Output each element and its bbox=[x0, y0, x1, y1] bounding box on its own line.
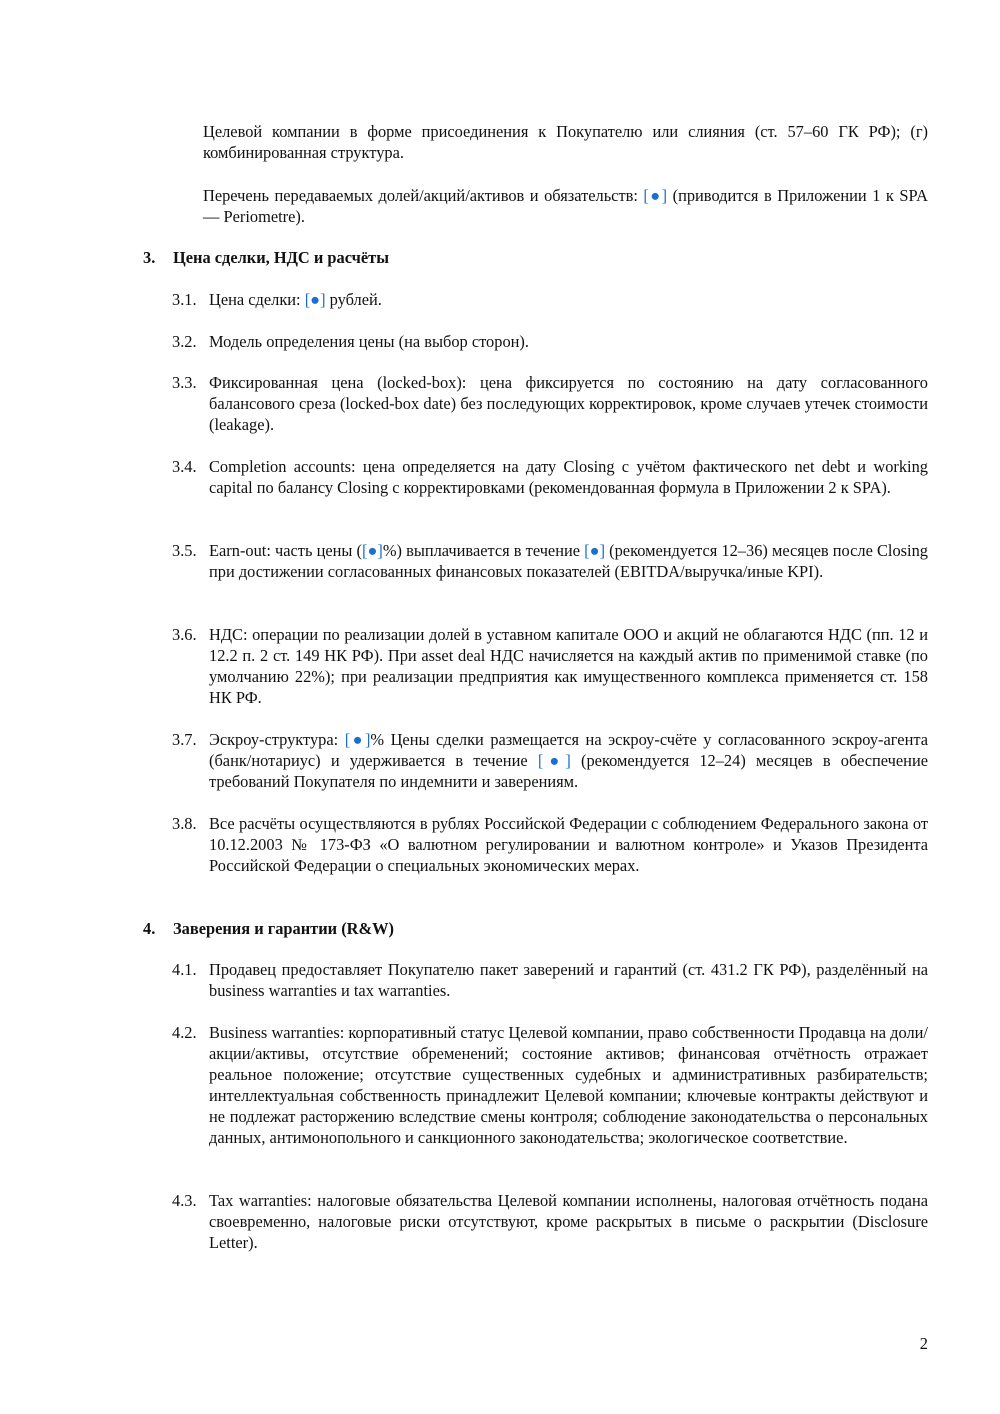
clause-4-1 bbox=[172, 959, 928, 1001]
placeholder-marker[interactable]: [●] bbox=[584, 541, 606, 560]
clause-text: НДС: операции по реализации долей в уставном капитале ООО и акций не облагаются НДС (пп. 12 и 12.2 п. 2 ст. 149 НК РФ). При asset deal НДС начисляется на каждый актив по применимой ставке (по умолчанию 22%); при реализации предприятия как имущественного комплекса применяется ст. 158 НК РФ. bbox=[209, 625, 928, 707]
clause-text: Цена сделки: bbox=[209, 290, 305, 309]
clause-text: Эскроу-структура: bbox=[209, 730, 345, 749]
clause-text: Completion accounts: цена определяется на дату Closing с учётом фактического net debt и working capital по балансу Closing с корректировками (рекомендованная формула в Приложении 2 к SPA). bbox=[209, 457, 928, 497]
clause-text: Business warranties: корпоративный статус Целевой компании, право собственности Продавца на доли/акции/активы, отсутствие обременений; состояние активов; финансовая отчётность отражает реальное положение; отсутствие существенных судебных и административных разбирательств; интеллектуальная собственность принадлежит Целевой компании; ключевые контракты действуют и не подлежат расторжению вследствие смены контроля; соблюдение законодательства о персональных данных, антимонопольного и санкционного законодательства; экологическое соответствие. bbox=[209, 1023, 928, 1147]
clause-3-2 bbox=[172, 331, 928, 352]
clause-3-7 bbox=[172, 729, 929, 792]
placeholder-marker[interactable]: [●] bbox=[643, 186, 668, 205]
clause-text: % Цены сделки размещается на эскроу-счёте у согласованного эскроу-агента (банк/нотариус) и удерживается в течение bbox=[209, 730, 928, 770]
clause-number: 4.3. bbox=[172, 1191, 197, 1210]
page-number: 2 bbox=[919, 1334, 928, 1353]
clause-number: 4.2. bbox=[172, 1023, 197, 1042]
clause-text: Все расчёты осуществляются в рублях Российской Федерации с соблюдением Федерального закона от 10.12.2003 № 173-ФЗ «О валютном регулировании и валютном контроле» и Указов Президента Российской Федерации о специальных экономических мерах. bbox=[209, 814, 928, 875]
clause-text: Earn-out: часть цены ( bbox=[209, 541, 362, 560]
clause-text: рублей. bbox=[325, 290, 382, 309]
clause-text: Модель определения цены (на выбор сторон). bbox=[209, 332, 529, 351]
section-number: 3. bbox=[143, 248, 156, 267]
clause-4-3 bbox=[172, 1190, 928, 1253]
clause-3-3 bbox=[172, 372, 928, 435]
clause-3-1 bbox=[172, 289, 928, 310]
perimeter-paragraph bbox=[203, 185, 928, 227]
clause-text: Продавец предоставляет Покупателю пакет заверений и гарантий (ст. 431.2 ГК РФ), разделённый на business warranties и tax warranties. bbox=[209, 960, 928, 1000]
clause-number: 3.2. bbox=[172, 332, 197, 351]
placeholder-marker[interactable]: [●] bbox=[537, 751, 571, 770]
section-number: 4. bbox=[143, 919, 156, 938]
section-title: Заверения и гарантии (R&W) bbox=[173, 919, 394, 938]
placeholder-marker[interactable]: [●] bbox=[304, 290, 326, 309]
clause-text: Фиксированная цена (locked-box): цена фиксируется по состоянию на дату согласованного балансового среза (locked-box date) без последующих корректировок, кроме случаев утечек стоимости (leakage). bbox=[209, 373, 928, 434]
clause-number: 3.6. bbox=[172, 625, 197, 644]
clause-number: 3.4. bbox=[172, 457, 197, 476]
clause-number: 4.1. bbox=[172, 960, 197, 979]
intro-continuation-text: Целевой компании в форме присоединения к Покупателю или слияния (ст. 57–60 ГК РФ); (г) комбинированная структура. bbox=[203, 122, 928, 162]
clause-3-8 bbox=[172, 813, 928, 876]
clause-4-2 bbox=[172, 1022, 928, 1148]
clause-3-5 bbox=[172, 540, 928, 582]
clause-text: Tax warranties: налоговые обязательства Целевой компании исполнены, налоговая отчётность подана своевременно, налоговые риски отсутствуют, кроме раскрытых в письме о раскрытии (Disclosure Letter). bbox=[209, 1191, 928, 1252]
perimeter-text-after: (приводится в Приложении 1 к SPA — Periometre). bbox=[203, 186, 928, 226]
intro-continuation-paragraph bbox=[203, 121, 928, 163]
clause-number: 3.3. bbox=[172, 373, 197, 392]
clause-3-6 bbox=[172, 624, 928, 708]
clause-number: 3.1. bbox=[172, 290, 197, 309]
clause-number: 3.5. bbox=[172, 541, 197, 560]
perimeter-text-before: Перечень передаваемых долей/акций/активов и обязательств: bbox=[203, 186, 644, 205]
clause-text: %) выплачивается в течение bbox=[382, 541, 585, 560]
placeholder-marker[interactable]: [●] bbox=[344, 730, 371, 749]
placeholder-marker[interactable]: [●] bbox=[361, 541, 383, 560]
clause-text: (рекомендуется 12–24) месяцев в обеспечение требований Покупателя по индемнити и заверениям. bbox=[209, 751, 929, 791]
clause-text: (рекомендуется 12–36) месяцев после Closing при достижении согласованных финансовых показателей (EBITDA/выручка/иные KPI). bbox=[209, 541, 928, 581]
clause-number: 3.8. bbox=[172, 814, 197, 833]
clause-number: 3.7. bbox=[172, 730, 197, 749]
section-title: Цена сделки, НДС и расчёты bbox=[173, 248, 390, 267]
clause-3-4 bbox=[172, 456, 928, 498]
